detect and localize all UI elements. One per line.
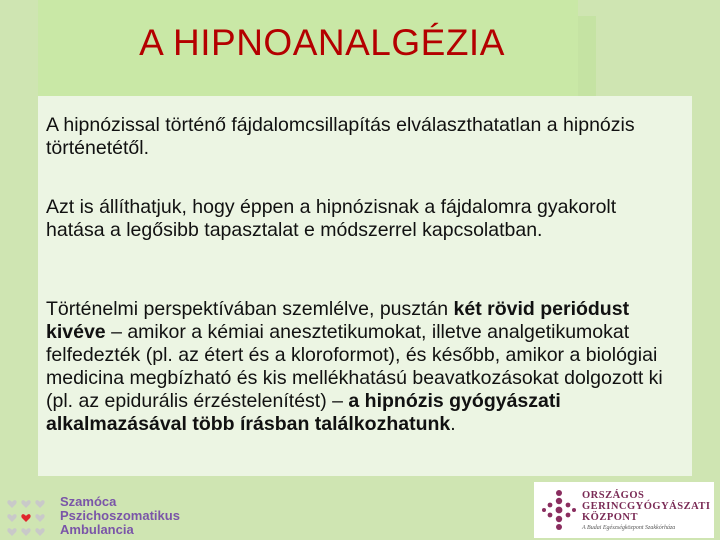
logo-line: Pszichoszomatikus (60, 508, 180, 523)
text-run: A hipnózissal történő fájdalomcsillapítás elválaszthatatlan a hipnózis történetétől. (46, 114, 635, 159)
text-run: . (450, 413, 456, 435)
hearts-icon (6, 494, 50, 538)
slide-title: A HIPNOANALGÉZIA (139, 22, 505, 63)
paragraph-3 (46, 298, 666, 436)
bold-text: a hipnózis gyógyászati alkalmazásával több írásban találkozhatunk (46, 390, 561, 435)
text-run: Történelmi perspektívában szemlélve, pusztán (46, 298, 454, 320)
ogyk-logo-subtitle: A Budai Egészségközpont Szakkórháza (582, 525, 676, 531)
ogyk-logo (534, 482, 714, 538)
logo-line: ORSZÁGOS (582, 490, 645, 501)
paragraph-2 (46, 196, 666, 242)
ogyk-logo-text (582, 490, 711, 523)
logo-line: GERINCGYÓGYÁSZATI (582, 501, 711, 512)
logo-line: Szamóca (60, 494, 117, 509)
paragraph-1 (46, 114, 666, 160)
szamoca-logo-text (60, 495, 180, 537)
logo-line: KÖZPONT (582, 512, 639, 523)
text-run: – amikor a kémiai anesztetikumokat, illetve analgetikumokat felfedezték (pl. az étert és a kloroformot), és később, amikor a biológiai medicina megbízható és kis mellékhatású beavatkozásokat dolgozott ki (pl. az epidurális érzéstelenítést) – (46, 321, 663, 412)
szamoca-logo (6, 494, 180, 538)
text-run: Azt is állíthatjuk, hogy éppen a hipnózisnak a fájdalomra gyakorolt hatása a legősibb tapasztalat e módszerrel kapcsolatban. (46, 196, 617, 241)
logo-line: Ambulancia (60, 522, 134, 537)
bold-text: két rövid periódust kivéve (46, 298, 630, 343)
spine-logo-icon (540, 488, 578, 532)
